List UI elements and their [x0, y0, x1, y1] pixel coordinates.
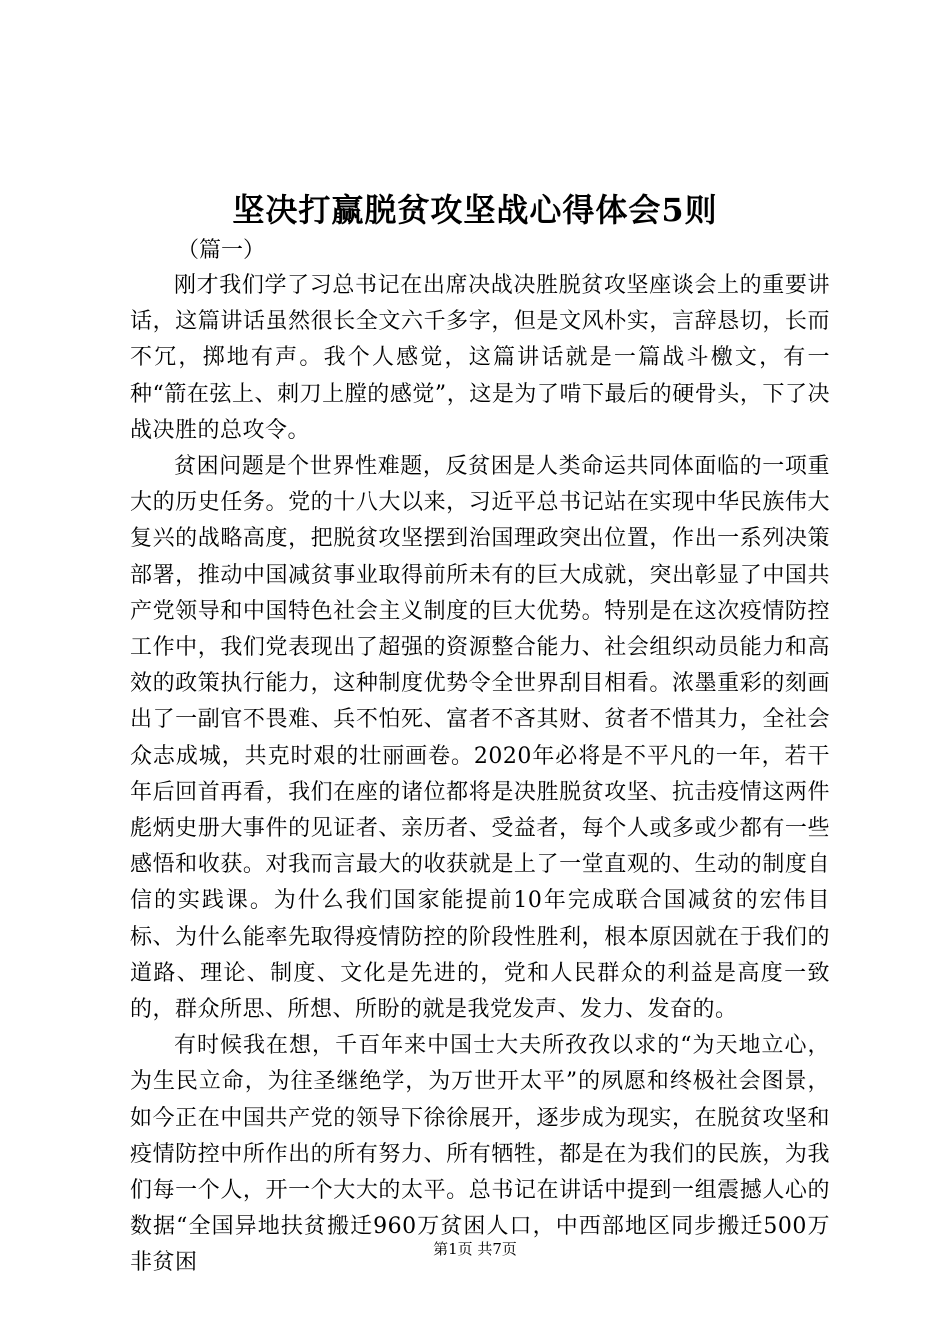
paragraph-1: 刚才我们学了习总书记在出席决战决胜脱贫攻坚座谈会上的重要讲话，这篇讲话虽然很长全文六千多字，但是文风朴实，言辞恳切，长而不冗，掷地有声。我个人感觉，这篇讲话就是一篇战斗檄文，有一种“箭在弦上、刺刀上膛的感觉”，这是为了啃下最后的硬骨头，下了决战决胜的总攻令。 [130, 273, 830, 443]
section-label: （篇一） [177, 238, 266, 263]
page-footer: 第1页 共7页 [433, 1240, 517, 1258]
document-title: 坚决打赢脱贫攻坚战心得体会5则 [232, 191, 718, 229]
paragraph-2: 贫困问题是个世界性难题，反贫困是人类命运共同体面临的一项重大的历史任务。党的十八大以来，习近平总书记站在实现中华民族伟大复兴的战略高度，把脱贫攻坚摆到治国理政突出位置，作出一系列决策部署，推动中国减贫事业取得前所未有的巨大成就，突出彰显了中国共产党领导和中国特色社会主义制度的巨大优势。特别是在这次疫情防控工作中，我们党表现出了超强的资源整合能力、社会组织动员能力和高效的政策执行能力，这种制度优势令全世界刮目相看。浓墨重彩的刻画出了一副官不畏难、兵不怕死、富者不吝其财、贫者不惜其力，全社会众志成城，共克时艰的壮丽画卷。2020年必将是不平凡的一年，若干年后回首再看，我们在座的诸位都将是决胜脱贫攻坚、抗击疫情这两件彪炳史册大事件的见证者、亲历者、受益者，每个人或多或少都有一些感悟和收获。对我而言最大的收获就是上了一堂直观的、生动的制度自信的实践课。为什么我们国家能提前10年完成联合国减贫的宏伟目标、为什么能率先取得疫情防控的阶段性胜利，根本原因就在于我们的道路、理论、制度、文化是先进的，党和人民群众的利益是高度一致的，群众所思、所想、所盼的就是我党发声、发力、发奋的。 [130, 454, 830, 1023]
document-body [130, 268, 830, 1282]
paragraph-3: 有时候我在想，千百年来中国士大夫所孜孜以求的“为天地立心，为生民立命，为往圣继绝学，为万世开太平”的夙愿和终极社会图景，如今正在中国共产党的领导下徐徐展开，逐步成为现实，在脱贫攻坚和疫情防控中所作出的所有努力、所有牺牲，都是在为我们的民族，为我们每一个人，开一个大大的太平。总书记在讲话中提到一组震撼人心的数据“全国异地扶贫搬迁960万贫困人口，中西部地区同步搬迁500万非贫困 [130, 1033, 830, 1276]
